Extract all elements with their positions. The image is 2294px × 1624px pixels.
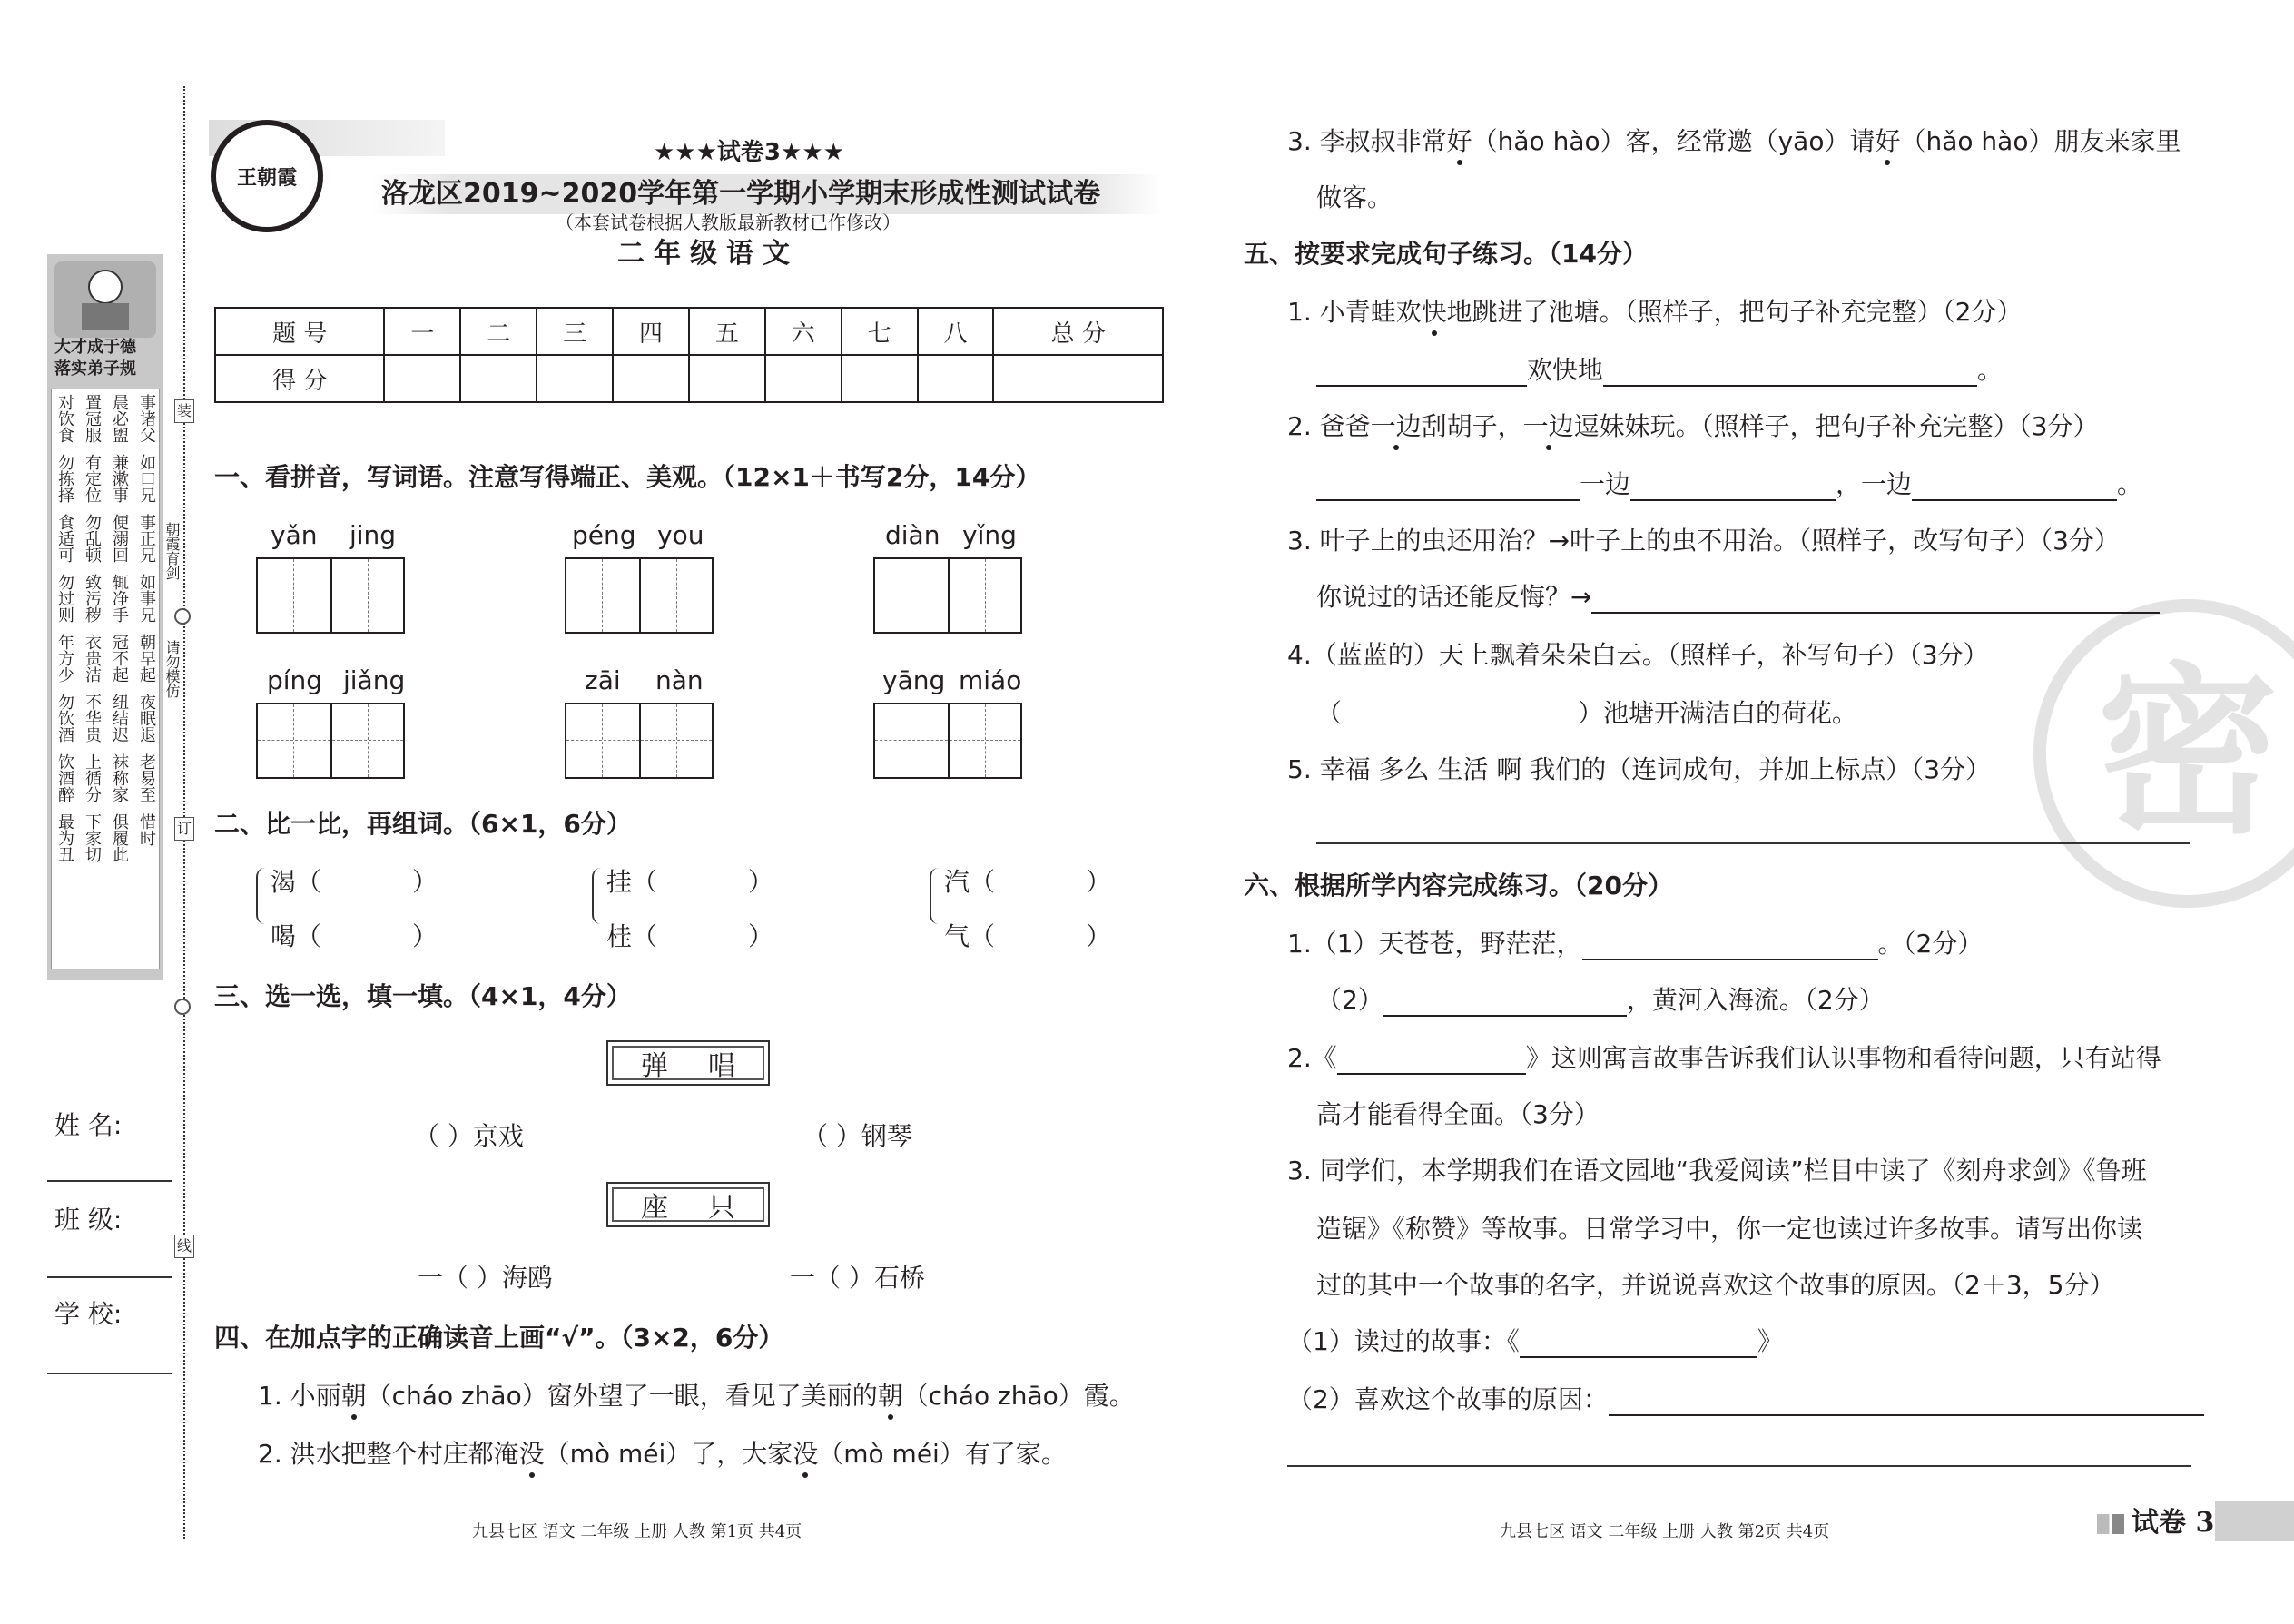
student-name-line[interactable] (47, 1180, 172, 1182)
student-name-label: 姓 名: (54, 1110, 123, 1140)
sidebar-verse-group (54, 574, 156, 623)
seal-circle-1 (174, 608, 191, 625)
logo-icon (211, 120, 323, 232)
compare-char: 汽（ ） (944, 867, 1112, 897)
sidebar-verse: 辄净手 (110, 574, 129, 623)
score-cell[interactable] (460, 355, 537, 402)
score-head-total: 总 分 (993, 308, 1163, 355)
section-3-title: 三、选一选，填一填。（4×1，4分） (214, 981, 632, 1011)
fill-blank[interactable]: 一（ ）石桥 (790, 1263, 925, 1293)
question-6-1-1[interactable]: 1.（1）天苍苍，野茫茫， 。（2分） (1287, 929, 1984, 959)
fill-blank[interactable]: （ ）钢琴 (802, 1121, 912, 1151)
score-cell[interactable] (613, 355, 689, 402)
question-6-3-line1: 3. 同学们，本学期我们在语文园地“我爱阅读”栏目中读了《刻舟求剑》《鲁班 (1287, 1156, 2147, 1186)
side-small-1: 朝霞育剑 (163, 522, 181, 580)
watermark-seal (2033, 599, 2294, 908)
sidebar-verse: 有定位 (83, 454, 102, 503)
score-head: 六 (765, 308, 842, 355)
score-cell[interactable] (993, 355, 1163, 402)
seal-mark-1: 装 (174, 399, 194, 423)
score-cell[interactable] (765, 355, 842, 402)
brace (592, 868, 603, 924)
question-6-2-cont: 高才能看得全面。（3分） (1316, 1099, 1600, 1129)
pinyin: nàn (655, 665, 704, 695)
seal-circle-2 (174, 999, 191, 1015)
sidebar-verse: 朝早起 (137, 634, 156, 683)
answer-6-3-2[interactable]: （2）喜欢这个故事的原因： (1287, 1383, 2204, 1416)
score-cell[interactable] (918, 355, 994, 402)
writing-grid[interactable] (873, 557, 1022, 634)
sidebar-verse: 勿饮酒 (55, 694, 74, 743)
writing-grid[interactable] (256, 557, 405, 634)
exam-subject: 二年级语文 (617, 238, 799, 270)
score-head: 一 (384, 308, 460, 355)
answer-5-1[interactable]: 欢快地 。 (1316, 354, 2003, 387)
pinyin: yǐng (962, 520, 1017, 550)
sidebar-motto-2: 落实弟子规 (54, 359, 136, 379)
question-6-3-line2: 造锯》《称赞》等故事。日常学习中，你一定也读过许多故事。请写出你读 (1316, 1214, 2143, 1244)
score-head: 三 (537, 308, 613, 355)
question-6-3-line3: 过的其中一个故事的名字，并说说喜欢这个故事的原因。（2＋3，5分） (1316, 1270, 2115, 1300)
exam-note: （本套试卷根据人教版最新教材已作修改） (556, 212, 901, 233)
section-5-title: 五、按要求完成句子练习。（14分） (1244, 239, 1648, 269)
footer-tab-bar (2215, 1501, 2294, 1541)
sidebar-verse: 便溺回 (110, 514, 129, 563)
answer-line[interactable] (1316, 842, 2190, 844)
sidebar-verse: 兼漱事 (110, 454, 129, 503)
score-head-label: 题 号 (215, 308, 384, 355)
question-4-1: 1. 小丽朝（cháo zhāo）窗外望了一眼，看见了美丽的朝（cháo zhāo）霞。 (258, 1381, 1135, 1411)
compare-char: 桂（ ） (606, 921, 774, 951)
score-head: 五 (689, 308, 765, 355)
writing-grid[interactable] (873, 703, 1022, 779)
sidebar-verse: 勿过则 (55, 574, 74, 623)
pinyin: yǎn (271, 520, 318, 550)
sidebar-verse: 下家切 (83, 813, 102, 862)
brace (930, 868, 940, 924)
pinyin: zāi (585, 665, 621, 695)
section-2-title: 二、比一比，再组词。（6×1，6分） (214, 809, 632, 839)
question-4-3: 3. 李叔叔非常好（hǎo hào）客，经常邀（yāo）请好（hǎo hào）朋友来家里 (1287, 126, 2181, 156)
seal-mark-3: 线 (174, 1235, 194, 1258)
sidebar-verse: 事正兄 (137, 514, 156, 563)
word-choice-box: 弹 唱 (606, 1040, 770, 1086)
class-line[interactable] (47, 1276, 172, 1278)
sidebar-verse: 致污秽 (83, 574, 102, 623)
sidebar-verse: 如口兄 (137, 454, 156, 503)
logo-text: 王朝霞 (236, 165, 297, 190)
pinyin: péng (572, 520, 636, 550)
pinyin: píng (267, 665, 323, 695)
fill-blank[interactable]: 一（ ）海鸥 (418, 1263, 553, 1293)
score-head: 四 (613, 308, 689, 355)
footer-tab-squares (2097, 1514, 2124, 1534)
sidebar-verse: 最为丑 (55, 813, 74, 862)
question-6-1-2[interactable]: （2） ，黄河入海流。（2分） (1316, 985, 1885, 1015)
seal-mark-2: 订 (174, 817, 194, 841)
sidebar-verse: 年方少 (55, 634, 74, 683)
score-cell[interactable] (689, 355, 765, 402)
section-6-title: 六、根据所学内容完成练习。（20分） (1244, 871, 1673, 901)
sidebar-verse-group (54, 753, 156, 802)
score-head: 二 (460, 308, 537, 355)
school-line[interactable] (47, 1373, 172, 1374)
answer-5-3[interactable]: 你说过的话还能反悔？→ (1316, 581, 2160, 614)
pinyin: diàn (885, 520, 940, 550)
series-mark: ★★★试卷3★★★ (654, 139, 844, 166)
pinyin: yāng (882, 665, 946, 695)
sidebar-verse: 夜眠退 (137, 694, 156, 743)
exam-title: 洛龙区2019~2020学年第一学期小学期末形成性测试试卷 (381, 178, 1101, 210)
binding-line (183, 86, 185, 1539)
sidebar-verse: 老易至 (137, 753, 156, 802)
score-table (214, 307, 1164, 403)
score-row-label: 得 分 (215, 355, 384, 402)
sidebar-verse: 俱履此 (110, 813, 129, 862)
sidebar-verse: 晨必盥 (110, 394, 129, 443)
pinyin: you (657, 520, 704, 550)
side-small-2: 请勿模仿 (163, 640, 181, 698)
score-cell[interactable] (537, 355, 613, 402)
question-4-3-cont: 做客。 (1316, 182, 1393, 212)
fill-blank[interactable]: （ ）京戏 (414, 1121, 524, 1151)
question-5-4: 4.（蓝蓝的）天上飘着朵朵白云。（照样子，补写句子）（3分） (1287, 640, 1989, 670)
sidebar-verse: 置冠服 (83, 394, 102, 443)
sidebar-verse: 冠不起 (110, 634, 129, 683)
sidebar-verse: 勿拣择 (55, 454, 74, 503)
sidebar-verse: 袜称家 (110, 753, 129, 802)
score-head: 七 (842, 308, 918, 355)
sidebar-verse: 食适可 (55, 514, 74, 563)
brace (256, 868, 267, 924)
pinyin: miáo (959, 665, 1022, 695)
question-5-3: 3. 叶子上的虫还用治？→叶子上的虫不用治。（照样子，改写句子）（3分） (1287, 526, 2120, 556)
sidebar-verse-group (54, 514, 156, 563)
sidebar-verse-group (54, 694, 156, 743)
question-5-1: 1. 小青蛙欢快地跳进了池塘。（照样子，把句子补充完整）（2分） (1287, 297, 2023, 327)
answer-5-4[interactable]: （ ）池塘开满洁白的荷花。 (1316, 698, 1858, 728)
question-4-2: 2. 洪水把整个村庄都淹没（mò méi）了，大家没（mò méi）有了家。 (258, 1439, 1067, 1469)
sidebar-verses (54, 394, 156, 873)
question-5-2: 2. 爸爸一边刮胡子，一边逗妹妹玩。（照样子，把句子补充完整）（3分） (1287, 411, 2099, 441)
word-choice-box: 座 只 (606, 1182, 770, 1227)
writing-grid[interactable] (256, 703, 405, 779)
footer-right: 九县七区 语文 二年级 上册 人教 第2页 共4页 (1500, 1522, 1830, 1541)
watermark-text: 密 (2096, 647, 2279, 859)
sidebar-verse-group (54, 634, 156, 683)
compare-char: 挂（ ） (606, 867, 774, 897)
score-head: 八 (918, 308, 994, 355)
pinyin: jing (350, 520, 397, 550)
section-1-title: 一、看拼音，写词语。注意写得端正、美观。（12×1＋书写2分，14分） (214, 462, 1041, 492)
school-label: 学 校: (54, 1299, 123, 1329)
writing-grid[interactable] (565, 703, 714, 779)
sidebar-verse: 衣贵洁 (83, 634, 102, 683)
score-cell[interactable] (384, 355, 460, 402)
pinyin: jiǎng (343, 665, 406, 695)
sidebar-verse: 勿乱顿 (83, 514, 102, 563)
compare-char: 气（ ） (944, 921, 1112, 951)
compare-char: 喝（ ） (271, 921, 438, 951)
sidebar-verse: 上循分 (83, 753, 102, 802)
sidebar-verse: 对饮食 (55, 394, 74, 443)
question-5-5: 5. 幸福 多么 生活 啊 我们的（连词成句，并加上标点）（3分） (1287, 754, 1992, 784)
answer-line[interactable] (1287, 1465, 2191, 1467)
sidebar-verse: 如事兄 (137, 574, 156, 623)
sidebar-verse: 饮酒醉 (55, 753, 74, 802)
sidebar-verse-group (54, 813, 156, 862)
sidebar-verse: 纽结迟 (110, 694, 129, 743)
answer-5-2[interactable]: 一边 ，一边 。 (1316, 468, 2142, 501)
sidebar-verse: 不华贵 (83, 694, 102, 743)
sidebar-cartoon-icon (54, 261, 156, 338)
sidebar-verse: 惜时 (137, 813, 156, 846)
writing-grid[interactable] (565, 557, 714, 634)
sidebar-verse-group (54, 454, 156, 503)
compare-char: 渴（ ） (271, 867, 438, 897)
sidebar-verse: 事诸父 (137, 394, 156, 443)
footer-tab-label: 试卷 3 (2132, 1507, 2215, 1539)
sidebar-motto-1: 大才成于德 (54, 338, 136, 357)
answer-6-3-1[interactable]: （1）读过的故事：《 》 (1287, 1326, 1783, 1356)
sidebar-verse-group (54, 394, 156, 443)
section-4-title: 四、在加点字的正确读音上画“√”。（3×2，6分） (214, 1323, 784, 1353)
score-cell[interactable] (842, 355, 918, 402)
question-6-2[interactable]: 2.《 》这则寓言故事告诉我们认识事物和看待问题，只有站得 (1287, 1043, 2161, 1073)
class-label: 班 级: (54, 1205, 123, 1235)
footer-left: 九县七区 语文 二年级 上册 人教 第1页 共4页 (472, 1522, 802, 1541)
